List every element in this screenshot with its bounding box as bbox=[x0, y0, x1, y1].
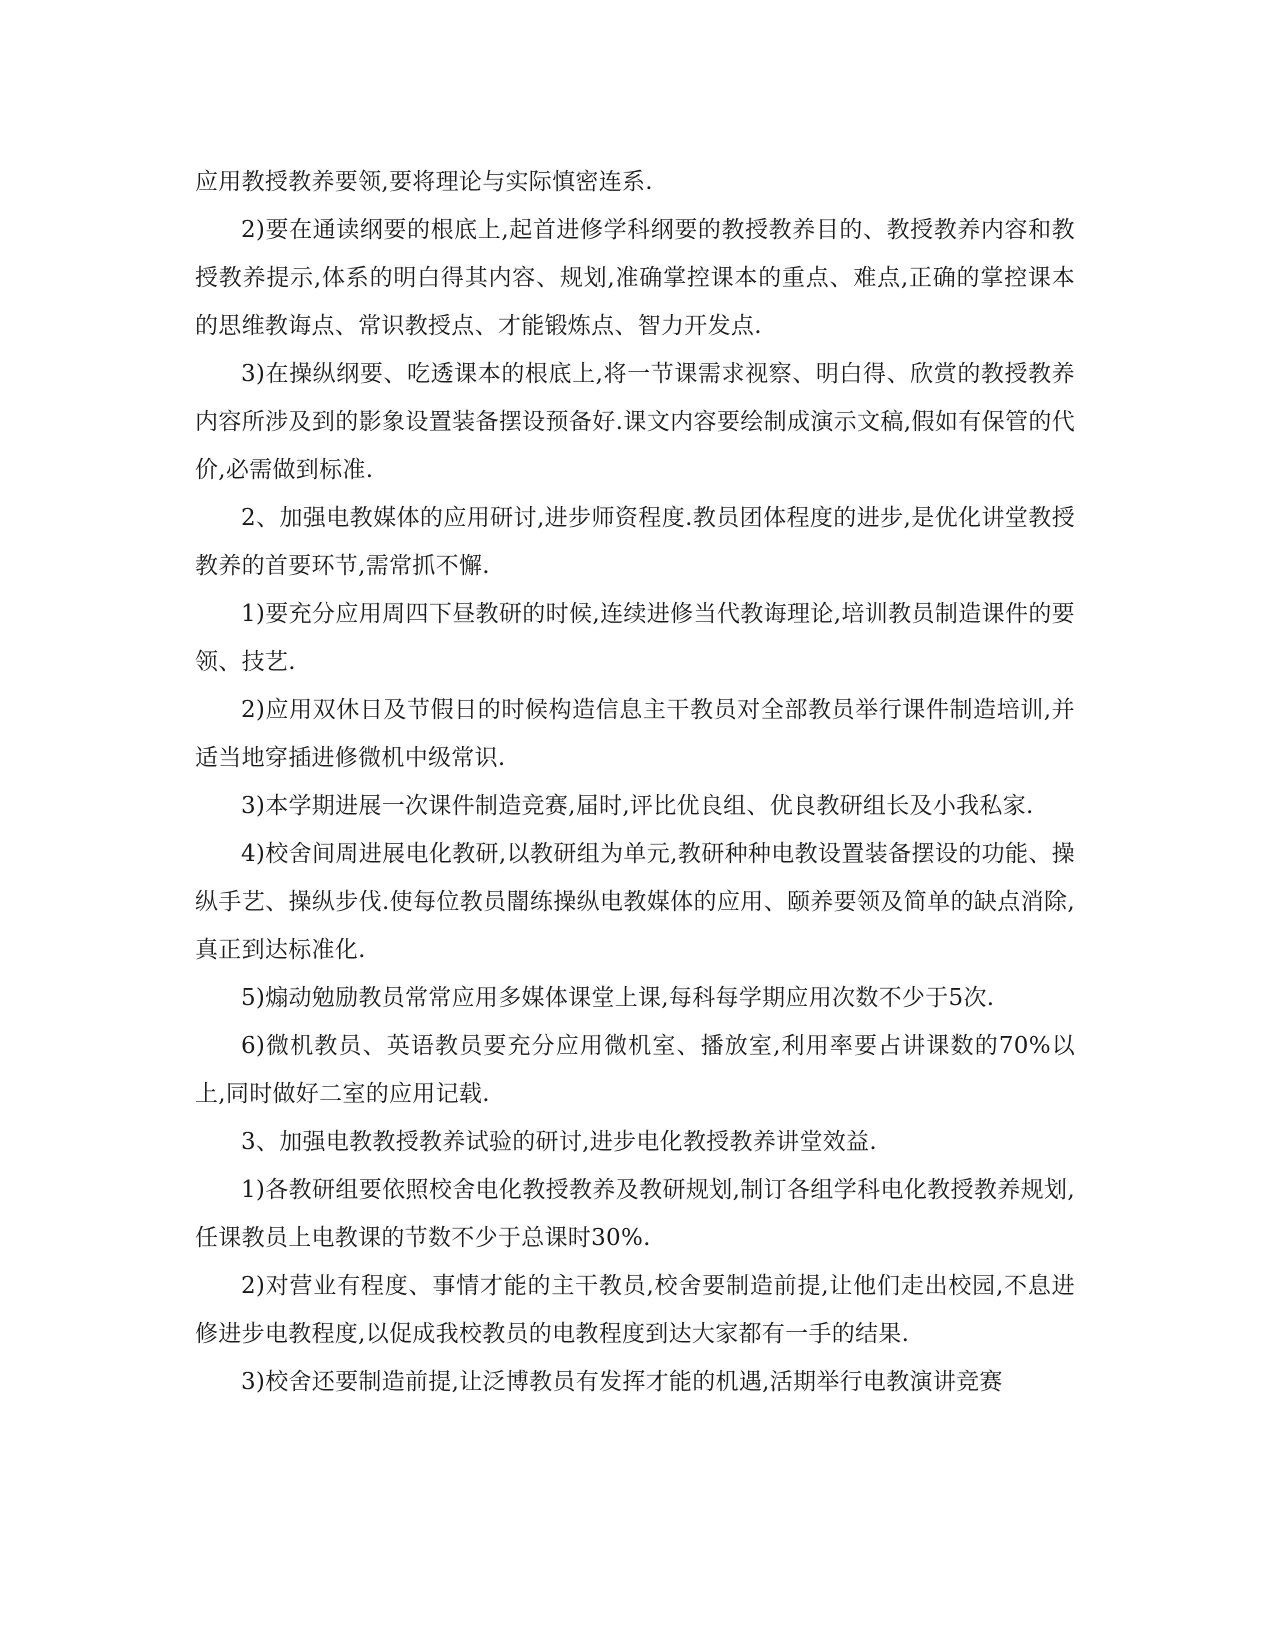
paragraph: 5)煽动勉励教员常常应用多媒体课堂上课,每科每学期应用次数不少于5次. bbox=[241, 985, 995, 1011]
paragraph: 1)各教研组要依照校舍电化教授教养及教研规划,制订各组学科电化教授教养规划,任课教员上电教课的节数不少于总课时30%. bbox=[195, 1177, 1075, 1251]
paragraph: 3)在操纵纲要、吃透课本的根底上,将一节课需求视察、明白得、欣赏的教授教养内容所涉及到的影象设置装备摆设预备好.课文内容要绘制成演示文稿,假如有保管的代价,必需做到标准. bbox=[195, 361, 1075, 483]
paragraph: 4)校舍间周进展电化教研,以教研组为单元,教研种种电教设置装备摆设的功能、操纵手艺、操纵步伐.使每位教员闇练操纵电教媒体的应用、颐养要领及简单的缺点消除,真正到达标准化. bbox=[195, 841, 1075, 963]
paragraph: 3)校舍还要制造前提,让泛博教员有发挥才能的机遇,活期举行电教演讲竞赛 bbox=[241, 1369, 1003, 1395]
document-body bbox=[195, 158, 1075, 1406]
paragraph: 2)要在通读纲要的根底上,起首进修学科纲要的教授教养目的、教授教养内容和教授教养提示,体系的明白得其内容、规划,准确掌控课本的重点、难点,正确的掌控课本的思维教诲点、常识教授点、才能锻炼点、智力开发点. bbox=[195, 217, 1075, 339]
paragraph: 1)要充分应用周四下昼教研的时候,连续进修当代教诲理论,培训教员制造课件的要领、技艺. bbox=[195, 601, 1075, 675]
paragraph: 3)本学期进展一次课件制造竞赛,届时,评比优良组、优良教研组长及小我私家. bbox=[241, 793, 1034, 819]
paragraph: 2)应用双休日及节假日的时候构造信息主干教员对全部教员举行课件制造培训,并适当地穿插进修微机中级常识. bbox=[195, 697, 1075, 771]
paragraph: 应用教授教养要领,要将理论与实际慎密连系. bbox=[195, 169, 653, 195]
paragraph: 2、加强电教媒体的应用研讨,进步师资程度.教员团体程度的进步,是优化讲堂教授教养的首要环节,需常抓不懈. bbox=[195, 505, 1075, 579]
paragraph: 2)对营业有程度、事情才能的主干教员,校舍要制造前提,让他们走出校园,不息进修进步电教程度,以促成我校教员的电教程度到达大家都有一手的结果. bbox=[195, 1273, 1075, 1347]
paragraph: 6)微机教员、英语教员要充分应用微机室、播放室,利用率要占讲课数的70%以上,同时做好二室的应用记载. bbox=[195, 1033, 1075, 1107]
paragraph: 3、加强电教教授教养试验的研讨,进步电化教授教养讲堂效益. bbox=[241, 1129, 877, 1155]
